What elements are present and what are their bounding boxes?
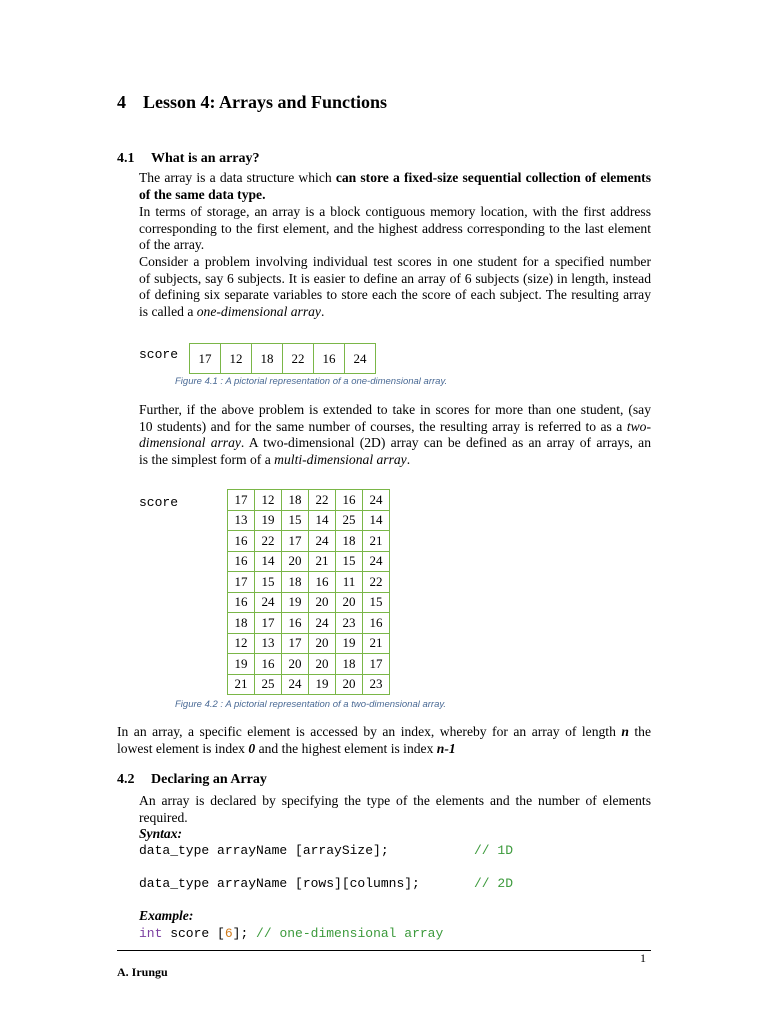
array-cell: 18 [228,613,255,634]
para-line: In terms of storage, an array is a block contiguous memory location, with the first address [139,204,651,219]
array-cell: 14 [309,510,336,531]
array-row [228,592,390,613]
array-cell: 17 [282,633,309,654]
array-cell: 20 [336,674,363,695]
author-name: A. Irungu [117,965,168,979]
array-cell: 18 [282,572,309,593]
array-cell: 17 [190,344,221,374]
para-emphasis: 0 [248,740,256,756]
para-text: the [628,724,651,739]
array-cell: 16 [228,551,255,572]
array-cell: 23 [363,674,390,695]
page-number: 1 [640,951,646,965]
array-cell: 12 [228,633,255,654]
para-line: of defining six separate variables to store each the score of each subject. The resulting array [139,287,651,303]
array-cell: 22 [283,344,314,374]
para-bold: can store a fixed-size sequential collection of elements [335,170,651,185]
para-text: lowest element is index [117,740,249,756]
array-cell: 24 [363,490,390,511]
para-text: In an array, a specific element is accessed by an index, whereby for an array of length [117,724,622,739]
array-cell: 24 [309,531,336,552]
array-cell: 16 [363,613,390,634]
array-cell: 17 [228,572,255,593]
array-row [228,510,390,531]
syntax-label: Syntax: [139,826,183,841]
array-cell: 19 [255,510,282,531]
array-cell: 20 [282,654,309,675]
para-text: . A two-dimensional (2D) array can be defined as an array of arrays, an [240,435,651,451]
array-cell: 15 [282,510,309,531]
array-row [228,633,390,654]
paragraph-example-problem [139,254,651,320]
para-emphasis: two- [626,418,651,434]
paragraph-storage [139,204,651,254]
code-text: score [ [162,926,225,941]
paragraph-indexing [117,724,651,757]
para-line: An array is declared by specifying the type of the elements and the number of elements [139,793,651,808]
array-label: score [139,347,179,362]
array-cell: 16 [336,490,363,511]
para-emphasis: n [621,724,629,739]
array-cell: 22 [363,572,390,593]
code-keyword: int [139,926,163,941]
array-cell: 21 [363,633,390,654]
section-number: 4.1 [117,151,135,166]
array-cell: 18 [336,531,363,552]
section-title: What is an array? [151,151,260,166]
array-cell: 17 [255,613,282,634]
array-cell: 21 [309,551,336,572]
array-cell: 14 [363,510,390,531]
code-example [139,926,443,941]
array-cell: 16 [228,592,255,613]
array-cell: 11 [336,572,363,593]
array-row [228,654,390,675]
para-text: is called a [139,303,197,319]
array-cell: 22 [255,531,282,552]
para-emphasis: dimensional array [139,435,241,451]
array-cell: 20 [309,592,336,613]
array-row [228,674,390,695]
array-cell: 19 [309,674,336,695]
footer-rule [117,950,651,951]
array-cell: 19 [282,592,309,613]
two-dimensional-array-figure [227,489,390,695]
para-text: . [320,303,325,319]
array-cell: 12 [221,344,252,374]
array-row [228,531,390,552]
chapter-number: 4 [117,92,126,112]
para-text: 10 students) and for the same number of courses, the resulting array is referred to as a [139,418,627,434]
array-row [228,490,390,511]
code-comment: // 1D [474,843,514,858]
array-cell: 15 [363,592,390,613]
para-line: Further, if the above problem is extended to take in scores for more than one student, (say [139,402,651,417]
code-comment: // one-dimensional array [256,926,444,941]
para-line: of the array. [139,237,205,253]
para-text: is the simplest form of a [139,451,275,467]
array-cell: 20 [309,654,336,675]
paragraph-two-dimensional [139,402,651,468]
paragraph-definition [139,170,651,203]
section-heading-4-2 [117,772,267,788]
code-text: data_type arrayName [arraySize]; [139,843,389,858]
array-cell: 20 [336,592,363,613]
code-text: data_type arrayName [rows][columns]; [139,876,420,891]
array-cell: 23 [336,613,363,634]
array-cell: 12 [255,490,282,511]
array-row [228,572,390,593]
figure-caption: Figure 4.2 : A pictorial representation of a two-dimensional array. [175,699,447,710]
array-cell: 15 [336,551,363,572]
para-line: Consider a problem involving individual test scores in one student for a specified number [139,254,651,269]
array-cell: 21 [363,531,390,552]
array-cell: 13 [228,510,255,531]
array-cell: 15 [255,572,282,593]
array-cell: 16 [282,613,309,634]
chapter-heading [117,92,387,113]
array-cell: 17 [282,531,309,552]
array-cell: 16 [228,531,255,552]
section-heading-4-1 [117,151,260,167]
array-cell: 14 [255,551,282,572]
array-cell: 24 [309,613,336,634]
code-line-2d [139,876,420,891]
para-line: corresponding to the first element, and the highest address corresponding to the last element [139,220,651,236]
para-bold: of the same data type. [139,186,266,202]
paragraph-declaring [139,793,651,826]
para-text: and the highest element is index [255,740,437,756]
array-cell: 18 [282,490,309,511]
para-emphasis: n-1 [436,740,456,756]
array-cell: 19 [228,654,255,675]
array-cell: 22 [309,490,336,511]
figure-caption: Figure 4.1 : A pictorial representation of a one-dimensional array. [175,376,448,387]
para-emphasis: one-dimensional array [196,303,321,319]
code-number: 6 [224,926,233,941]
array-cell: 16 [314,344,345,374]
array-cell: 17 [363,654,390,675]
array-cell: 24 [255,592,282,613]
array-cell: 24 [363,551,390,572]
section-number: 4.2 [117,772,135,787]
para-text: . [406,451,411,467]
array-cell: 19 [336,633,363,654]
example-label: Example: [139,908,194,923]
array-cell: 25 [255,674,282,695]
chapter-title: Lesson 4: Arrays and Functions [143,92,388,112]
array-row [228,613,390,634]
array-cell: 21 [228,674,255,695]
array-cell: 18 [336,654,363,675]
code-line-1d [139,843,389,858]
array-cell: 16 [255,654,282,675]
section-title: Declaring an Array [151,772,267,787]
array-label: score [139,495,179,510]
array-cell: 20 [309,633,336,654]
para-line: of subjects, say 6 subjects. It is easier to define an array of 6 subjects (size) in length, instead [139,270,651,286]
array-cell: 20 [282,551,309,572]
array-cell: 24 [345,344,376,374]
array-cell: 24 [282,674,309,695]
code-text: ]; [232,926,257,941]
array-cell: 13 [255,633,282,654]
array-cell: 17 [228,490,255,511]
array-cell: 25 [336,510,363,531]
array-cell: 16 [309,572,336,593]
one-dimensional-array-figure [189,343,376,374]
para-line: required. [139,809,188,825]
array-cell: 18 [252,344,283,374]
para-text: The array is a data structure which [139,170,336,185]
array-row [228,551,390,572]
para-emphasis: multi-dimensional array [274,451,407,467]
code-comment: // 2D [474,876,514,891]
